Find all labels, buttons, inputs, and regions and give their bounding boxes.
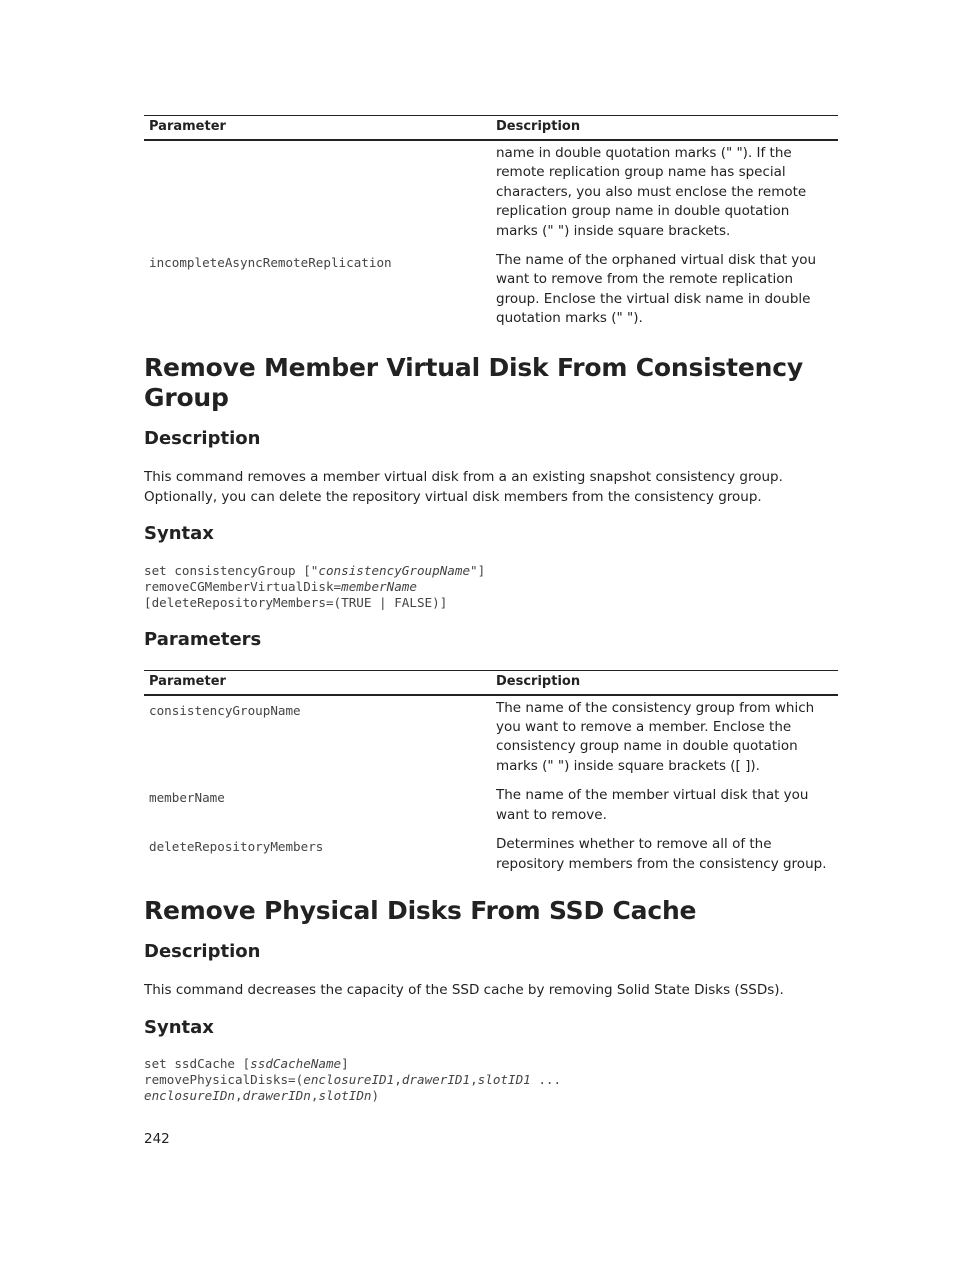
section-title: Remove Member Virtual Disk From Consistency Group [144, 352, 803, 412]
parameter-name [144, 140, 491, 248]
table-row [144, 248, 838, 336]
description-heading: Description [144, 940, 261, 962]
code-variable: consistencyGroupName [318, 562, 471, 578]
table-row [144, 140, 838, 248]
code-variable: enclosureID1 [303, 1071, 395, 1087]
code-text: , [394, 1071, 402, 1087]
syntax-heading: Syntax [144, 522, 214, 544]
description-text: This command decreases the capacity of the SSD cache by removing Solid State Disks (SSDs). [144, 981, 784, 998]
syntax-code-block [144, 563, 838, 611]
parameter-description: The name of the orphaned virtual disk that you want to remove from the remote replication group. Enclose the virtual disk name in double quotation marks (" "). [496, 252, 817, 327]
syntax-code-block [144, 1056, 838, 1104]
code-text: , [235, 1087, 243, 1103]
column-header-parameter: Parameter [144, 670, 491, 695]
table-header-row [144, 116, 838, 141]
code-text: "] [470, 562, 486, 578]
table-row [144, 695, 838, 784]
code-text: set consistencyGroup [" [144, 562, 319, 578]
code-text: ] [341, 1055, 349, 1071]
code-variable: enclosureIDn [144, 1087, 235, 1103]
page-content [144, 115, 838, 1104]
parameter-description: Determines whether to remove all of the repository members from the consistency group. [496, 836, 827, 872]
code-variable: slotIDn [318, 1087, 372, 1103]
description-text: This command removes a member virtual disk from a an existing snapshot consistency group. Optionally, you can delete the repository virtual disk members from the consistency group. [144, 468, 783, 505]
parameter-name: consistencyGroupName [149, 702, 301, 718]
parameter-description: The name of the consistency group from which you want to remove a member. Enclose the consistency group name in double quotation marks (" ") inside square brackets ([ ]). [496, 699, 815, 774]
code-text: set ssdCache [ [144, 1055, 251, 1071]
code-text: removeCGMemberVirtualDisk= [144, 578, 342, 594]
parameter-name: incompleteAsyncRemoteReplication [149, 255, 392, 271]
section-title: Remove Physical Disks From SSD Cache [144, 895, 697, 925]
code-text: , [310, 1087, 319, 1103]
code-variable: drawerIDn [242, 1087, 311, 1103]
code-text: [deleteRepositoryMembers=(TRUE | FALSE)] [144, 594, 448, 610]
parameter-name: memberName [149, 790, 225, 806]
column-header-description: Description [491, 116, 838, 141]
column-header-description: Description [491, 670, 838, 695]
parameters-table-continued [144, 115, 838, 336]
page-number: 242 [144, 1131, 170, 1147]
code-variable: drawerID1 [401, 1071, 471, 1087]
code-variable: slotID1 [477, 1071, 531, 1087]
parameter-description: name in double quotation marks (" "). If the remote replication group name has special characters, you also must enclose the remote replication group name in double quotation marks (" ") inside square brackets. [496, 145, 807, 239]
table-row [144, 783, 838, 832]
parameter-description: The name of the member virtual disk that you want to remove. [496, 787, 809, 823]
description-heading: Description [144, 427, 261, 449]
code-text: ) [371, 1087, 380, 1103]
code-variable: ssdCacheName [250, 1055, 342, 1071]
parameter-name: deleteRepositoryMembers [149, 839, 324, 855]
code-text: removePhysicalDisks=( [144, 1071, 304, 1087]
parameters-heading: Parameters [144, 628, 262, 650]
table-row [144, 832, 838, 881]
parameters-table [144, 670, 838, 881]
code-variable: memberName [341, 578, 417, 594]
table-header-row [144, 670, 838, 695]
code-text: , [470, 1071, 478, 1087]
code-text: ... [530, 1071, 562, 1087]
syntax-heading: Syntax [144, 1016, 214, 1038]
column-header-parameter: Parameter [144, 116, 491, 141]
